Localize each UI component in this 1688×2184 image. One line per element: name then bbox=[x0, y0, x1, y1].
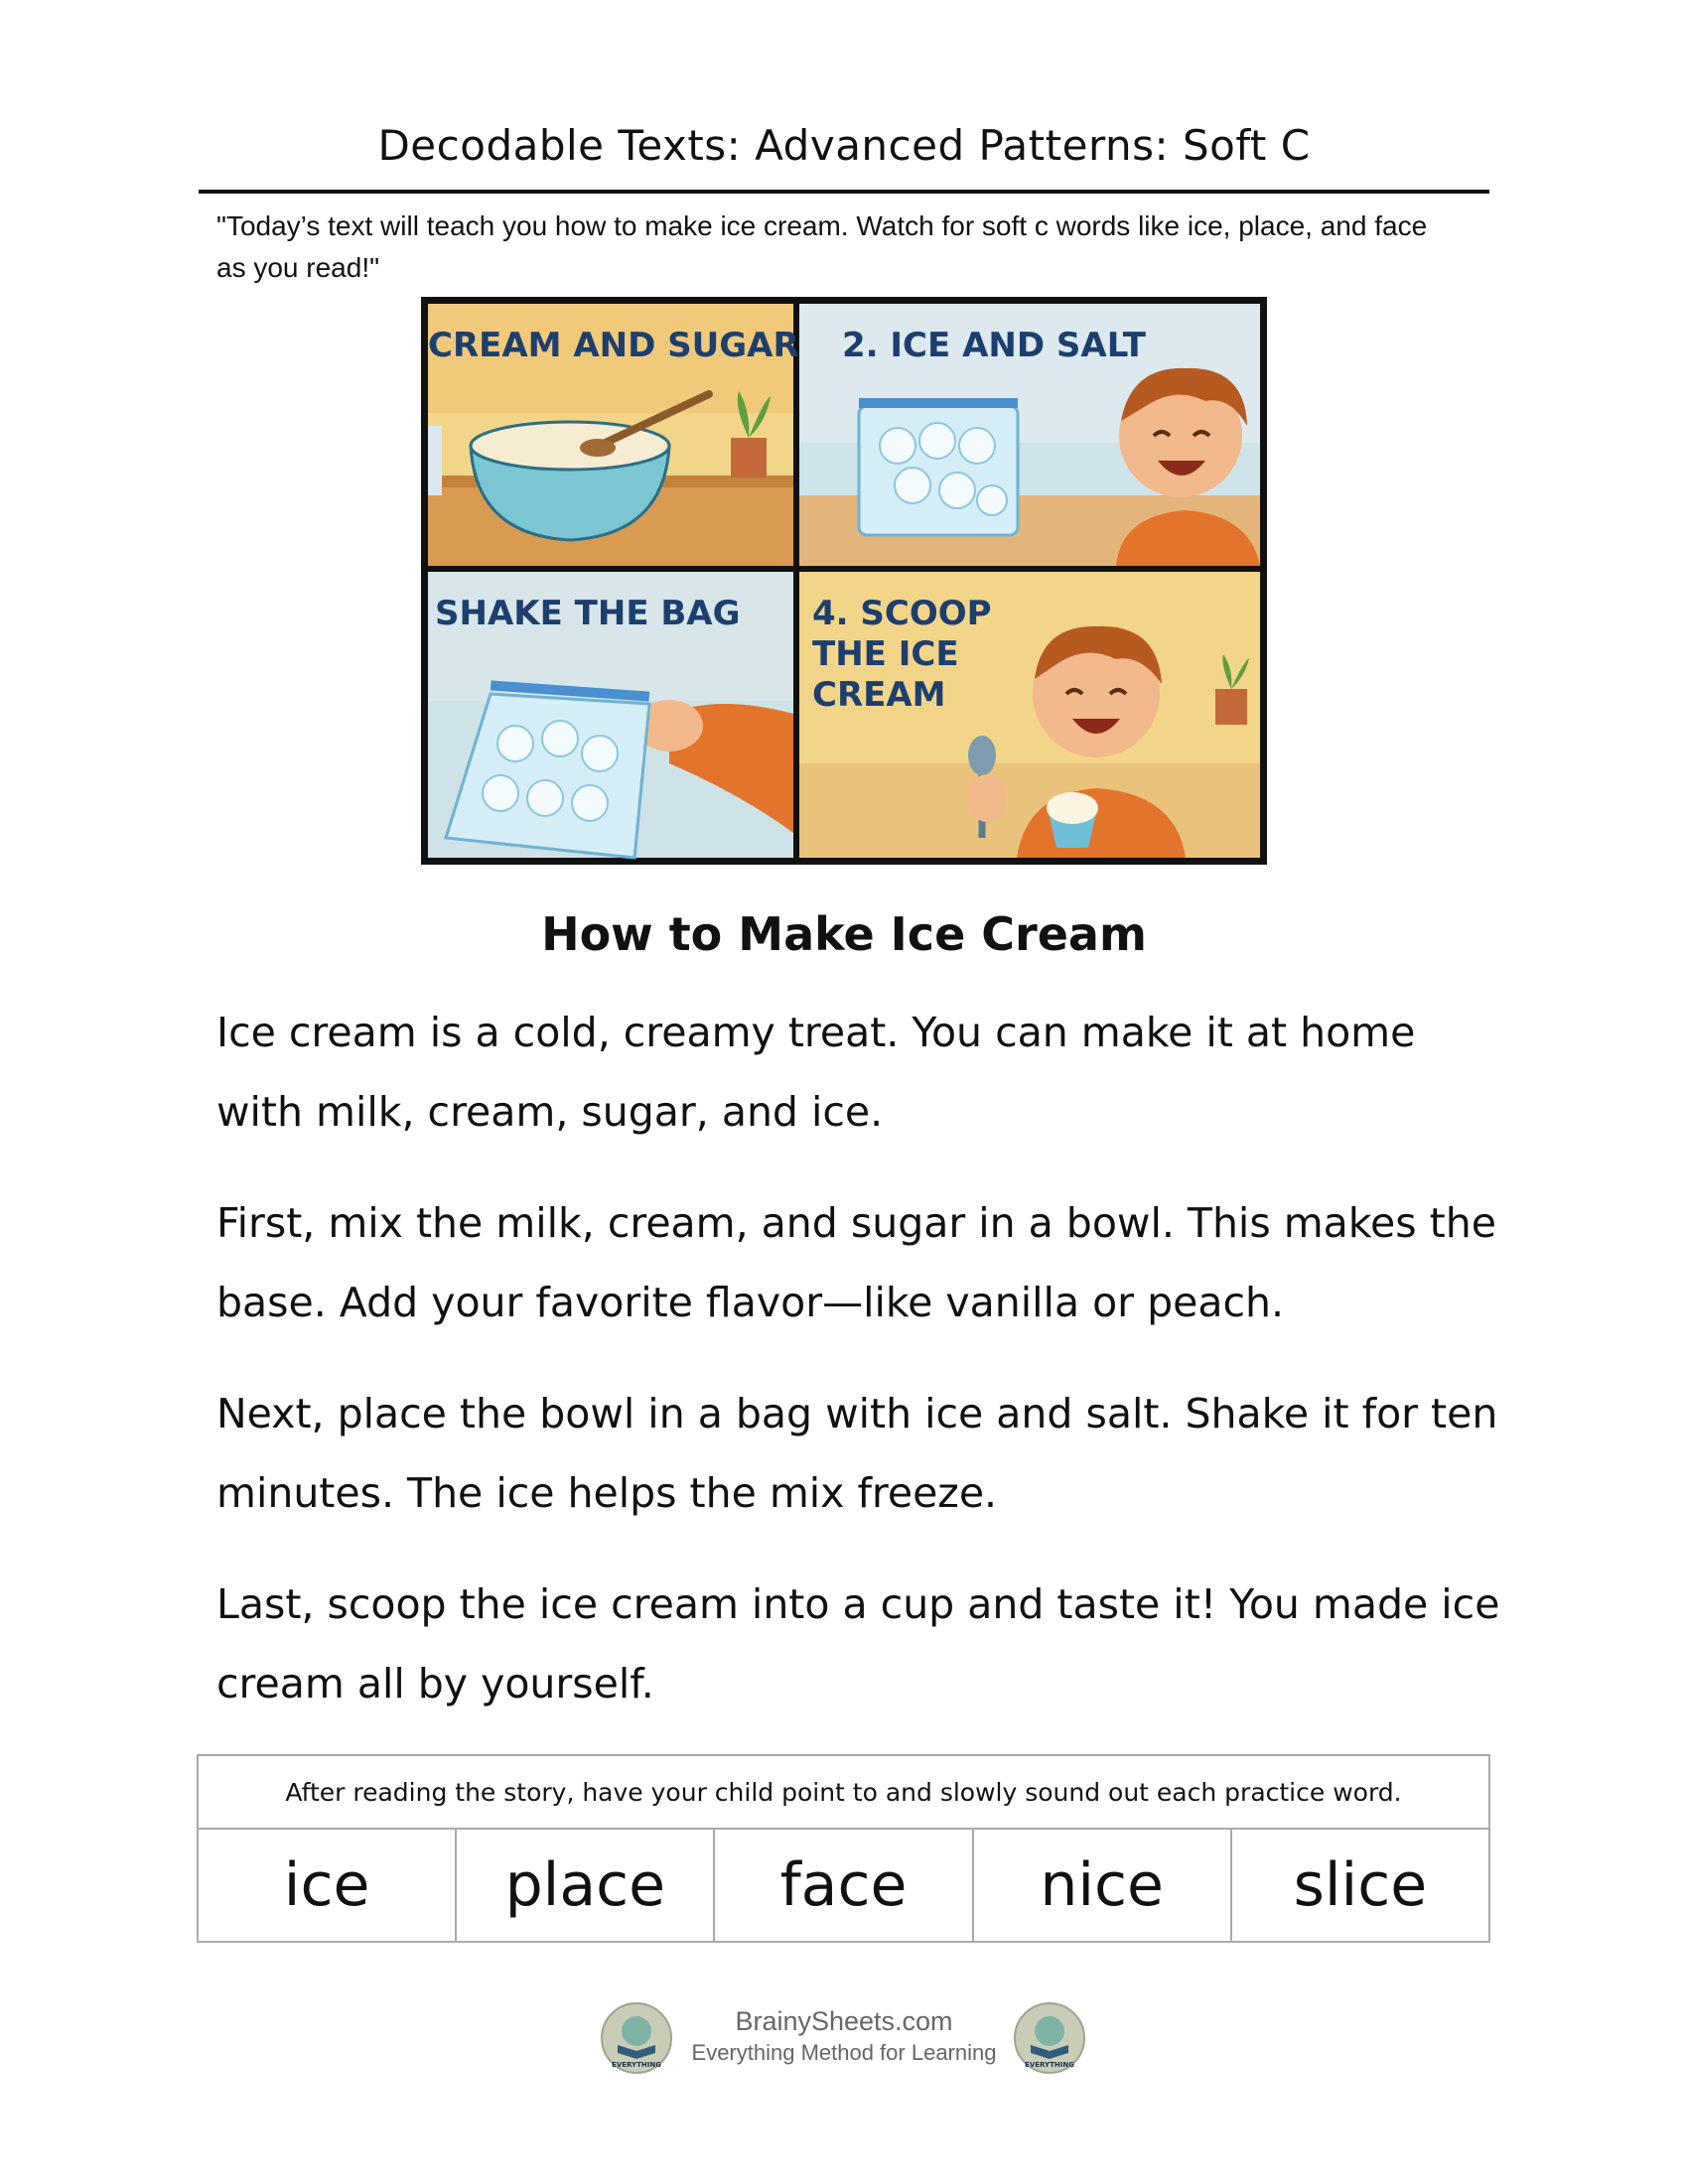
footer-tagline: Everything Method for Learning bbox=[691, 2040, 997, 2065]
story-paragraph: First, mix the milk, cream, and sugar in a bowl. This makes the base. Add your favorite flavor—like vanilla or peach. bbox=[216, 1199, 1496, 1326]
practice-instruction: After reading the story, have your child point to and slowly sound out each practice word. bbox=[198, 1755, 1489, 1829]
footer bbox=[0, 1998, 1688, 2078]
panel-4-caption-line-3: CREAM bbox=[812, 675, 946, 715]
story-paragraph: Ice cream is a cold, creamy treat. You can make it at home with milk, cream, sugar, and ice. bbox=[216, 1009, 1416, 1136]
comic-illustration bbox=[421, 297, 1267, 865]
page-title: Decodable Texts: Advanced Patterns: Soft C bbox=[377, 121, 1311, 170]
panel-4-caption-line-1: 4. SCOOP bbox=[812, 594, 992, 633]
story-paragraph: Last, scoop the ice cream into a cup and taste it! You made ice cream all by yourself. bbox=[216, 1580, 1500, 1707]
practice-word: slice bbox=[1231, 1829, 1489, 1942]
brand-logo-right bbox=[1013, 2001, 1086, 2075]
panel-shake-the-bag bbox=[428, 572, 793, 858]
title-divider bbox=[199, 190, 1489, 194]
practice-word: place bbox=[456, 1829, 714, 1942]
svg-text:EVERYTHING: EVERYTHING bbox=[612, 2061, 661, 2069]
practice-words-table bbox=[197, 1754, 1490, 1943]
panel-cream-and-sugar bbox=[428, 304, 799, 566]
practice-word: face bbox=[714, 1829, 972, 1942]
practice-word: ice bbox=[198, 1829, 456, 1942]
practice-word: nice bbox=[973, 1829, 1231, 1942]
story-body bbox=[216, 993, 1507, 1755]
svg-text:EVERYTHING: EVERYTHING bbox=[1025, 2061, 1074, 2069]
panel-2-caption: 2. ICE AND SALT bbox=[842, 326, 1146, 365]
panel-1-caption: CREAM AND SUGAR bbox=[428, 326, 799, 365]
story-title: How to Make Ice Cream bbox=[541, 907, 1147, 961]
footer-site: BrainySheets.com bbox=[735, 2006, 953, 2036]
panel-3-caption: SHAKE THE BAG bbox=[435, 594, 741, 633]
panel-ice-and-salt bbox=[799, 304, 1260, 566]
intro-text: "Today’s text will teach you how to make ice cream. Watch for soft c words like ice, place, and face as you read!" bbox=[216, 210, 1428, 283]
panel-4-caption-line-2: THE ICE bbox=[812, 634, 959, 674]
story-paragraph: Next, place the bowl in a bag with ice and salt. Shake it for ten minutes. The ice helps the mix freeze. bbox=[216, 1390, 1498, 1517]
panel-scoop-the-ice-cream bbox=[799, 572, 1260, 858]
